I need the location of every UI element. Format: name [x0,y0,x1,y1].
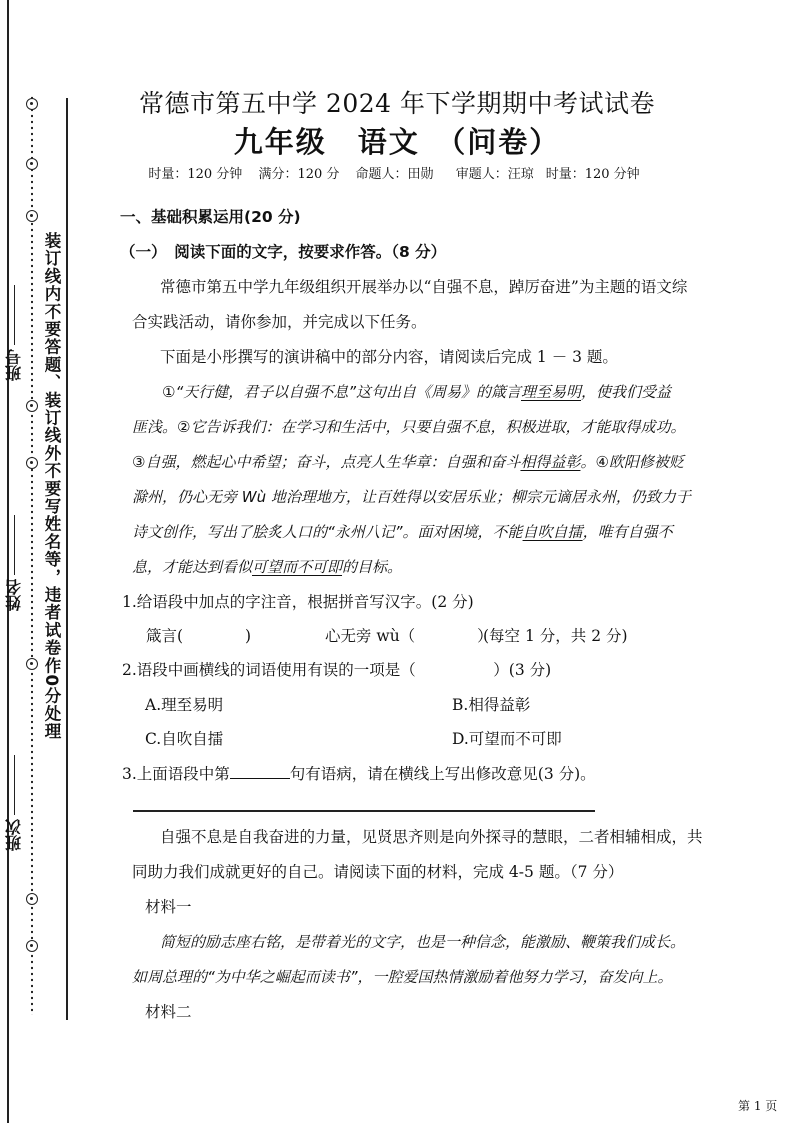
student-number-field[interactable] [2,285,26,381]
q3-answer-line[interactable] [133,810,595,812]
q3-blank[interactable] [230,764,290,779]
binding-hole-icon [26,400,38,412]
binding-hole-icon [26,457,38,469]
meta-reviewer: 审题人：汪琼 时量：120 分钟 [455,167,640,182]
binding-rule [66,98,68,1020]
q1-score-note: (每空 1 分，共 2 分) [483,627,628,645]
material-1-label: 材料一 [145,898,192,916]
meta-score: 满分：120 分 [258,167,340,182]
passage-line: ①“天行健，君子以自强不息”这句出自《周易》的箴言理至易明，使我们受益 [162,383,672,401]
binding-hole-icon [26,658,38,670]
underlined-phrase: 自吹自擂 [522,523,583,541]
material-line: 如周总理的“为中华之崛起而读书”，一腔爱国热情激励着他努力学习，奋发向上。 [132,968,673,986]
intro-line: 合实践活动，请你参加，并完成以下任务。 [132,313,427,331]
student-name-label: 姓名 [4,579,24,611]
class-label: 班次 [4,819,24,851]
passage-line: ③自强，燃起心中希望；奋斗，点亮人生华章：自强和奋斗相得益彰。④欧阳修被贬 [132,453,684,471]
paragraph-line: 自强不息是自我奋进的力量，见贤思齐则是向外探寻的慧眼，二者相辅相成，共 [160,828,703,846]
passage-line: 匪浅。②它告诉我们：在学习和生活中，只要自强不息，积极进取，才能取得成功。 [132,418,686,436]
binding-notice: 装订线内不要答题、装订线外不要写姓名等，违者试卷作0分处理 [42,232,61,741]
section-heading: 一、基础积累运用(20 分) [120,208,301,226]
q1-blank-b[interactable]: 心无旁 wù（ ） [325,627,493,645]
exam-meta [0,163,794,182]
page-number: 第 1 页 [738,1099,778,1113]
question-1: 1.给语段中加点的字注音，根据拼音写汉字。(2 分) [122,593,474,611]
meta-author: 命题人：田勋 [355,167,434,182]
q2-option-c[interactable]: C.自吹自擂 [145,730,224,748]
material-line: 简短的励志座右铭，是带着光的文字，也是一种信念，能激励、鞭策我们成长。 [160,933,686,951]
part-heading: （一） 阅读下面的文字，按要求作答。（8 分） [120,243,447,261]
binding-dotted-line [31,95,33,1015]
material-2-label: 材料二 [145,1003,192,1021]
meta-time: 时量：120 分钟 [148,167,243,182]
student-number-label: 班号 [4,349,24,381]
binding-hole-icon [26,210,38,222]
q2-option-d[interactable]: D.可望而不可即 [452,730,562,748]
intro-line: 下面是小彤撰写的演讲稿中的部分内容，请阅读后完成 1 － 3 题。 [160,348,618,366]
passage-line: 息，才能达到看似可望而不可即的目标。 [132,558,403,576]
class-field[interactable] [2,755,26,851]
student-name-field[interactable] [2,515,26,611]
q2-option-b[interactable]: B.相得益彰 [452,696,531,714]
q2-option-a[interactable]: A.理至易明 [145,696,224,714]
underlined-phrase: 相得益彰 [520,453,581,471]
binding-hole-icon [26,940,38,952]
passage-line: 诗文创作，写出了脍炙人口的“永州八记”。面对困境，不能自吹自擂，唯有自强不 [132,523,673,541]
exam-subtitle: 九年级 语文 （问卷） [233,125,561,159]
exam-title: 常德市第五中学 2024 年下学期期中考试试卷 [138,89,656,118]
paragraph-line: 同助力我们成就更好的自己。请阅读下面的材料，完成 4-5 题。（7 分） [132,863,624,881]
intro-line: 常德市第五中学九年级组织开展举办以“自强不息，踔厉奋进”为主题的语文综 [160,278,688,296]
underlined-phrase: 理至易明 [521,383,582,401]
question-2: 2.语段中画横线的词语使用有误的一项是（ ）(3 分) [122,661,552,679]
question-3: 3.上面语段中第 句有语病，请在横线上写出修改意见(3 分)。 [122,765,596,783]
binding-hole-icon [26,893,38,905]
q1-blank-a[interactable]: 箴言( ) [146,627,252,645]
underlined-phrase: 可望而不可即 [252,558,343,576]
passage-line: 滁州，仍心无旁 Wù 地治理地方，让百姓得以安居乐业；柳宗元谪居永州，仍致力于 [132,488,691,506]
